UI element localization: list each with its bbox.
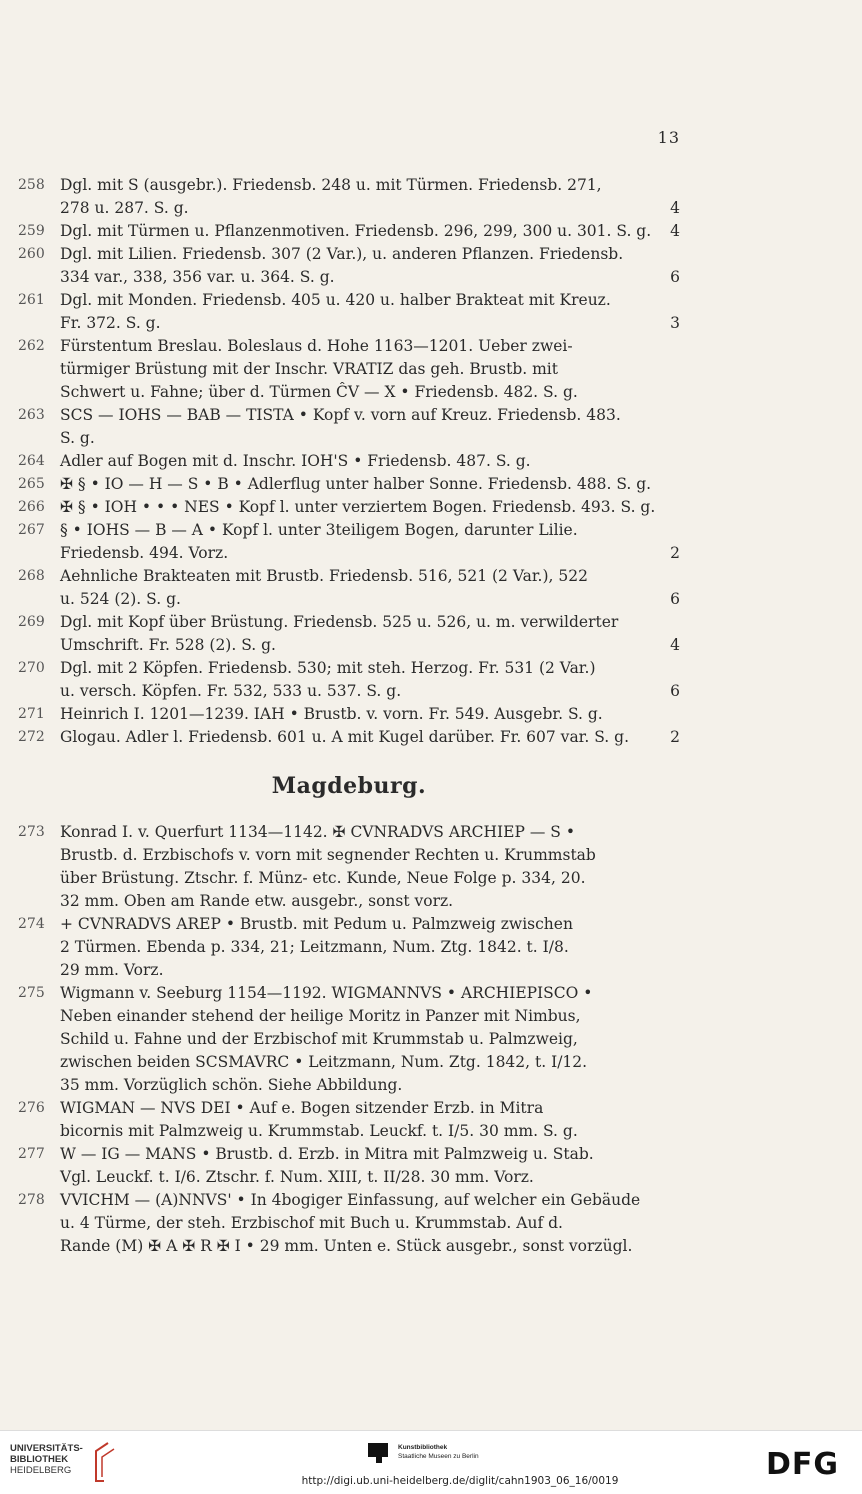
entry-text: Dgl. mit Kopf über Brüstung. Friedensb. 525 u. 526, u. m. verwilderter xyxy=(60,613,619,631)
catalog-entry xyxy=(18,821,680,913)
entry-text: über Brüstung. Ztschr. f. Münz- etc. Kunde, Neue Folge p. 334, 20. xyxy=(60,869,586,887)
section-heading-magdeburg: Magdeburg. xyxy=(271,773,427,799)
footer-bar xyxy=(0,1430,862,1494)
entry-number: 268 xyxy=(18,568,45,584)
entry-text: 278 u. 287. S. g. xyxy=(60,199,189,217)
catalog-entry xyxy=(18,450,680,473)
catalog-entry xyxy=(18,726,680,749)
entry-text: Wigmann v. Seeburg 1154—1192. WIGMANNVS • ARCHIEPISCO • xyxy=(60,984,593,1002)
dfg-logo[interactable]: DFG xyxy=(766,1447,840,1482)
entry-line xyxy=(18,174,680,197)
page-number: 13 xyxy=(657,128,680,147)
entry-line xyxy=(18,220,680,243)
catalog-entry xyxy=(18,243,680,289)
entry-number: 262 xyxy=(18,338,45,354)
entry-number: 269 xyxy=(18,614,45,630)
entry-text: VVICHM — (A)NNVS' • In 4bogiger Einfassung, auf welcher ein Gebäude xyxy=(60,1191,641,1209)
entry-line xyxy=(18,959,680,982)
entry-text: ✠ § • IOH • • • NES • Kopf l. unter verziertem Bogen. Friedensb. 493. S. g. xyxy=(60,498,656,516)
entry-number: 272 xyxy=(18,729,45,745)
entry-value: 4 xyxy=(670,222,680,240)
entry-text: S. g. xyxy=(60,429,95,447)
entry-line xyxy=(18,243,680,266)
entry-text: Rande (M) ✠ A ✠ R ✠ I • 29 mm. Unten e. Stück ausgebr., sonst vorzügl. xyxy=(60,1237,633,1255)
uni-logo-line1: UNIVERSITÄTS- xyxy=(10,1443,83,1454)
entry-text: Glogau. Adler l. Friedensb. 601 u. A mit Kugel darüber. Fr. 607 var. S. g. xyxy=(60,728,630,746)
uni-logo-line3: HEIDELBERG xyxy=(10,1465,72,1476)
kb-logo-subtitle: Staatliche Museen zu Berlin xyxy=(398,1453,479,1460)
uni-logo-line2: BIBLIOTHEK xyxy=(10,1454,69,1465)
entry-line xyxy=(18,1074,680,1097)
entry-text: Brustb. d. Erzbischofs v. vorn mit segnender Rechten u. Krummstab xyxy=(60,846,596,864)
entry-line xyxy=(18,427,680,450)
entry-line xyxy=(18,519,680,542)
entry-line xyxy=(18,634,680,657)
entry-text: Dgl. mit Lilien. Friedensb. 307 (2 Var.), u. anderen Pflanzen. Friedensb. xyxy=(60,245,624,263)
entry-text: 334 var., 338, 356 var. u. 364. S. g. xyxy=(60,268,335,286)
entry-text: Aehnliche Brakteaten mit Brustb. Friedensb. 516, 521 (2 Var.), 522 xyxy=(60,567,588,585)
catalog-entry xyxy=(18,473,680,496)
entry-number: 258 xyxy=(18,177,45,193)
catalog-entry xyxy=(18,565,680,611)
entry-line xyxy=(18,450,680,473)
entry-number: 264 xyxy=(18,453,45,469)
entry-value: 2 xyxy=(670,728,680,746)
catalog-entry xyxy=(18,703,680,726)
entry-value: 3 xyxy=(670,314,680,332)
entry-text: Konrad I. v. Querfurt 1134—1142. ✠ CVNRADVS ARCHIEP — S • xyxy=(60,823,575,841)
entry-text: u. 4 Türme, der steh. Erzbischof mit Buch u. Krummstab. Auf d. xyxy=(60,1214,563,1232)
entry-line xyxy=(18,657,680,680)
entry-text: Schild u. Fahne und der Erzbischof mit Krummstab u. Palmzweig, xyxy=(60,1030,578,1048)
entry-text: Vgl. Leuckf. t. I/6. Ztschr. f. Num. XIII, t. II/28. 30 mm. Vorz. xyxy=(60,1168,534,1186)
entry-line xyxy=(18,1212,680,1235)
entry-text: Schwert u. Fahne; über d. Türmen ĈV — X • Friedensb. 482. S. g. xyxy=(60,383,578,401)
entry-value: 6 xyxy=(670,268,680,286)
uni-bracket-icon xyxy=(90,1441,124,1485)
entry-number: 261 xyxy=(18,292,45,308)
entry-text: Umschrift. Fr. 528 (2). S. g. xyxy=(60,636,276,654)
entries-magdeburg xyxy=(18,821,680,1258)
catalog-entry xyxy=(18,174,680,220)
entry-text: 29 mm. Vorz. xyxy=(60,961,164,979)
entry-text: Friedensb. 494. Vorz. xyxy=(60,544,229,562)
catalog-entry xyxy=(18,404,680,450)
entries-breslau xyxy=(18,174,680,749)
entry-number: 259 xyxy=(18,223,45,239)
permalink-url[interactable]: http://digi.ub.uni-heidelberg.de/diglit/cahn1903_06_16/0019 xyxy=(301,1475,619,1487)
entry-line xyxy=(18,611,680,634)
entry-line xyxy=(18,867,680,890)
entry-text: Neben einander stehend der heilige Moritz in Panzer mit Nimbus, xyxy=(60,1007,581,1025)
catalog-entry xyxy=(18,1143,680,1189)
catalog-entry xyxy=(18,611,680,657)
entry-text: Dgl. mit S (ausgebr.). Friedensb. 248 u. mit Türmen. Friedensb. 271, xyxy=(60,176,602,194)
entry-text: Heinrich I. 1201—1239. IAH • Brustb. v. vorn. Fr. 549. Ausgebr. S. g. xyxy=(60,705,603,723)
entry-line xyxy=(18,1120,680,1143)
entry-text: Dgl. mit 2 Köpfen. Friedensb. 530; mit steh. Herzog. Fr. 531 (2 Var.) xyxy=(60,659,596,677)
entry-line xyxy=(18,1166,680,1189)
catalog-entry xyxy=(18,1097,680,1143)
entry-text: SCS — IOHS — BAB — TISTA • Kopf v. vorn auf Kreuz. Friedensb. 483. xyxy=(60,406,621,424)
entry-number: 276 xyxy=(18,1100,45,1116)
kunstbibliothek-logo[interactable] xyxy=(368,1441,528,1471)
entry-line xyxy=(18,1143,680,1166)
catalog-entry xyxy=(18,519,680,565)
entry-line xyxy=(18,1028,680,1051)
catalog-entry xyxy=(18,657,680,703)
entry-line xyxy=(18,404,680,427)
entry-text: WIGMAN — NVS DEI • Auf e. Bogen sitzender Erzb. in Mitra xyxy=(60,1099,544,1117)
entry-line xyxy=(18,844,680,867)
catalog-entry xyxy=(18,913,680,982)
entry-line xyxy=(18,890,680,913)
entry-number: 263 xyxy=(18,407,45,423)
entry-line xyxy=(18,703,680,726)
entry-text: u. versch. Köpfen. Fr. 532, 533 u. 537. S. g. xyxy=(60,682,402,700)
entry-text: 2 Türmen. Ebenda p. 334, 21; Leitzmann, Num. Ztg. 1842. t. I/8. xyxy=(60,938,569,956)
entry-number: 274 xyxy=(18,916,45,932)
entry-number: 273 xyxy=(18,824,45,840)
entry-line xyxy=(18,289,680,312)
entry-text: + CVNRADVS AREP • Brustb. mit Pedum u. Palmzweig zwischen xyxy=(60,915,573,933)
entry-value: 4 xyxy=(670,199,680,217)
entry-line xyxy=(18,565,680,588)
entry-line xyxy=(18,496,680,519)
entry-line xyxy=(18,588,680,611)
entry-line xyxy=(18,1005,680,1028)
entry-text: 35 mm. Vorzüglich schön. Siehe Abbildung. xyxy=(60,1076,403,1094)
catalog-entry xyxy=(18,1189,680,1258)
entry-text: § • IOHS — B — A • Kopf l. unter 3teiligem Bogen, darunter Lilie. xyxy=(60,521,578,539)
catalog-entry xyxy=(18,220,680,243)
entry-line xyxy=(18,680,680,703)
entry-number: 266 xyxy=(18,499,45,515)
catalog-entries xyxy=(18,174,680,1258)
entry-line xyxy=(18,1097,680,1120)
entry-number: 271 xyxy=(18,706,45,722)
kunstbibliothek-mark-icon xyxy=(368,1443,388,1463)
entry-value: 2 xyxy=(670,544,680,562)
entry-line xyxy=(18,197,680,220)
entry-text: türmiger Brüstung mit der Inschr. VRATIZ das geh. Brustb. mit xyxy=(60,360,558,378)
entry-line xyxy=(18,726,680,749)
entry-line xyxy=(18,381,680,404)
entry-line xyxy=(18,1235,680,1258)
catalog-entry xyxy=(18,982,680,1097)
entry-text: ✠ § • IO — H — S • B • Adlerflug unter halber Sonne. Friedensb. 488. S. g. xyxy=(60,475,652,493)
entry-number: 260 xyxy=(18,246,45,262)
entry-number: 277 xyxy=(18,1146,45,1162)
entry-text: u. 524 (2). S. g. xyxy=(60,590,181,608)
catalog-entry xyxy=(18,335,680,404)
entry-line xyxy=(18,266,680,289)
entry-line xyxy=(18,358,680,381)
entry-text: Dgl. mit Türmen u. Pflanzenmotiven. Friedensb. 296, 299, 300 u. 301. S. g. xyxy=(60,222,652,240)
kb-logo-title: Kunstbibliothek xyxy=(398,1444,448,1451)
entry-line xyxy=(18,1189,680,1212)
entry-line xyxy=(18,542,680,565)
catalog-entry xyxy=(18,289,680,335)
entry-text: 32 mm. Oben am Rande etw. ausgebr., sonst vorz. xyxy=(60,892,454,910)
entry-value: 6 xyxy=(670,590,680,608)
entry-text: Dgl. mit Monden. Friedensb. 405 u. 420 u. halber Brakteat mit Kreuz. xyxy=(60,291,611,309)
entry-line xyxy=(18,473,680,496)
entry-number: 270 xyxy=(18,660,45,676)
heidelberg-university-library-logo[interactable] xyxy=(10,1441,140,1487)
entry-line xyxy=(18,982,680,1005)
entry-line xyxy=(18,312,680,335)
entry-text: Fr. 372. S. g. xyxy=(60,314,161,332)
entry-text: bicornis mit Palmzweig u. Krummstab. Leuckf. t. I/5. 30 mm. S. g. xyxy=(60,1122,578,1140)
entry-line xyxy=(18,936,680,959)
entry-line xyxy=(18,1051,680,1074)
entry-line xyxy=(18,335,680,358)
entry-number: 267 xyxy=(18,522,45,538)
catalog-entry xyxy=(18,496,680,519)
entry-value: 4 xyxy=(670,636,680,654)
entry-text: W — IG — MANS • Brustb. d. Erzb. in Mitra mit Palmzweig u. Stab. xyxy=(60,1145,594,1163)
entry-number: 275 xyxy=(18,985,45,1001)
entry-value: 6 xyxy=(670,682,680,700)
entry-text: zwischen beiden SCSMAVRC • Leitzmann, Num. Ztg. 1842, t. I/12. xyxy=(60,1053,588,1071)
entry-number: 278 xyxy=(18,1192,45,1208)
entry-line xyxy=(18,913,680,936)
entry-number: 265 xyxy=(18,476,45,492)
entry-text: Fürstentum Breslau. Boleslaus d. Hohe 1163—1201. Ueber zwei- xyxy=(60,337,573,355)
entry-line xyxy=(18,821,680,844)
entry-text: Adler auf Bogen mit d. Inschr. IOH'S • Friedensb. 487. S. g. xyxy=(60,452,531,470)
